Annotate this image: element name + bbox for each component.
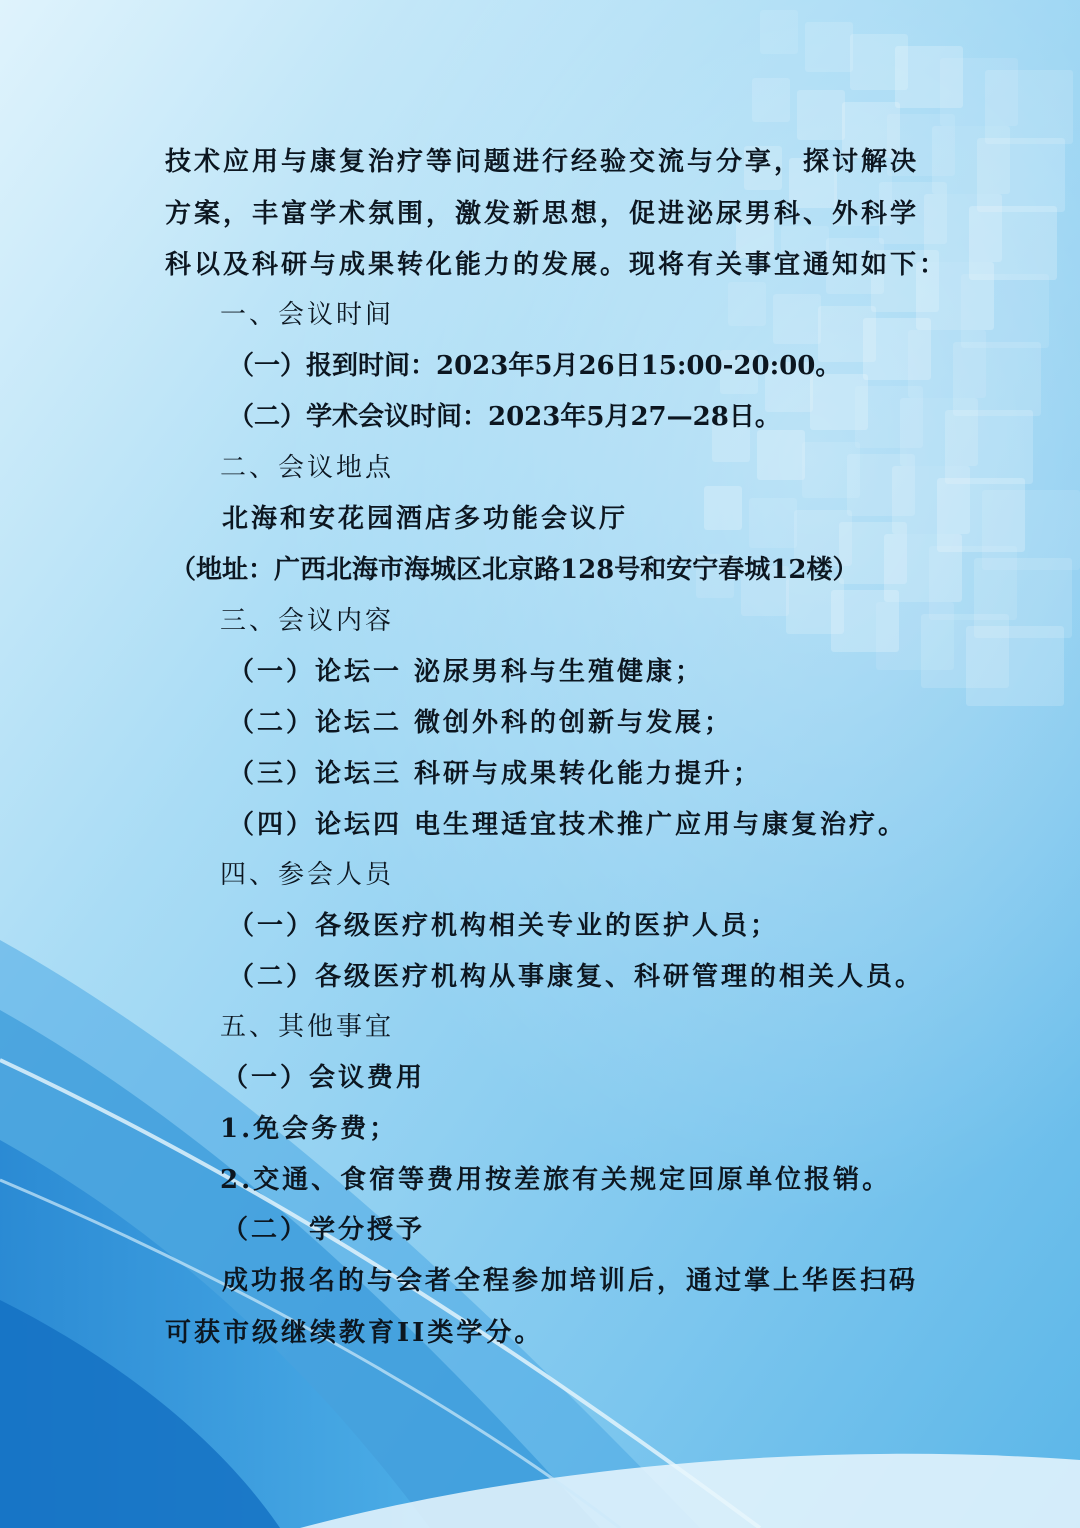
credit-line-2: 可获市级继续教育II类学分。 <box>165 1318 544 1348</box>
intro-line-2: 方案，丰富学术氛围，激发新思想，促进泌尿男科、外科学 <box>165 199 920 229</box>
registration-time: （一）报到时间：2023年5月26日15:00-20:00。 <box>228 351 842 381</box>
forum-item-2: （二）论坛二 微创外科的创新与发展； <box>228 708 734 738</box>
section-heading-other: 五、其他事宜 <box>220 1012 395 1042</box>
fee-subheading: （一）会议费用 <box>222 1063 426 1093</box>
meeting-time: （二）学术会议时间：2023年5月27—28日。 <box>228 402 781 432</box>
attendee-item-1: （一）各级医疗机构相关专业的医护人员； <box>228 911 780 941</box>
forum-item-3: （三）论坛三 科研与成果转化能力提升； <box>228 759 763 789</box>
section-heading-time: 一、会议时间 <box>220 300 395 330</box>
section-heading-attendees: 四、参会人员 <box>220 860 395 890</box>
forum-item-1: （一）论坛一 泌尿男科与生殖健康； <box>228 657 705 687</box>
intro-line-1: 技术应用与康复治疗等问题进行经验交流与分享，探讨解决 <box>165 147 920 177</box>
credit-subheading: （二）学分授予 <box>222 1215 426 1245</box>
intro-line-3: 科以及科研与成果转化能力的发展。现将有关事宜通知如下： <box>165 250 949 280</box>
section-heading-content: 三、会议内容 <box>220 606 395 636</box>
section-heading-location: 二、会议地点 <box>220 453 395 483</box>
forum-item-4: （四）论坛四 电生理适宜技术推广应用与康复治疗。 <box>228 810 908 840</box>
fee-item-2: 2.交通、食宿等费用按差旅有关规定回原单位报销。 <box>220 1165 892 1195</box>
fee-item-1: 1.免会务费； <box>220 1114 399 1144</box>
attendee-item-2: （二）各级医疗机构从事康复、科研管理的相关人员。 <box>228 962 925 992</box>
credit-line-1: 成功报名的与会者全程参加培训后，通过掌上华医扫码 <box>222 1266 919 1296</box>
venue-name: 北海和安花园酒店多功能会议厅 <box>222 504 629 534</box>
venue-address: （地址：广西北海市海城区北京路128号和安宁春城12楼） <box>170 555 859 585</box>
